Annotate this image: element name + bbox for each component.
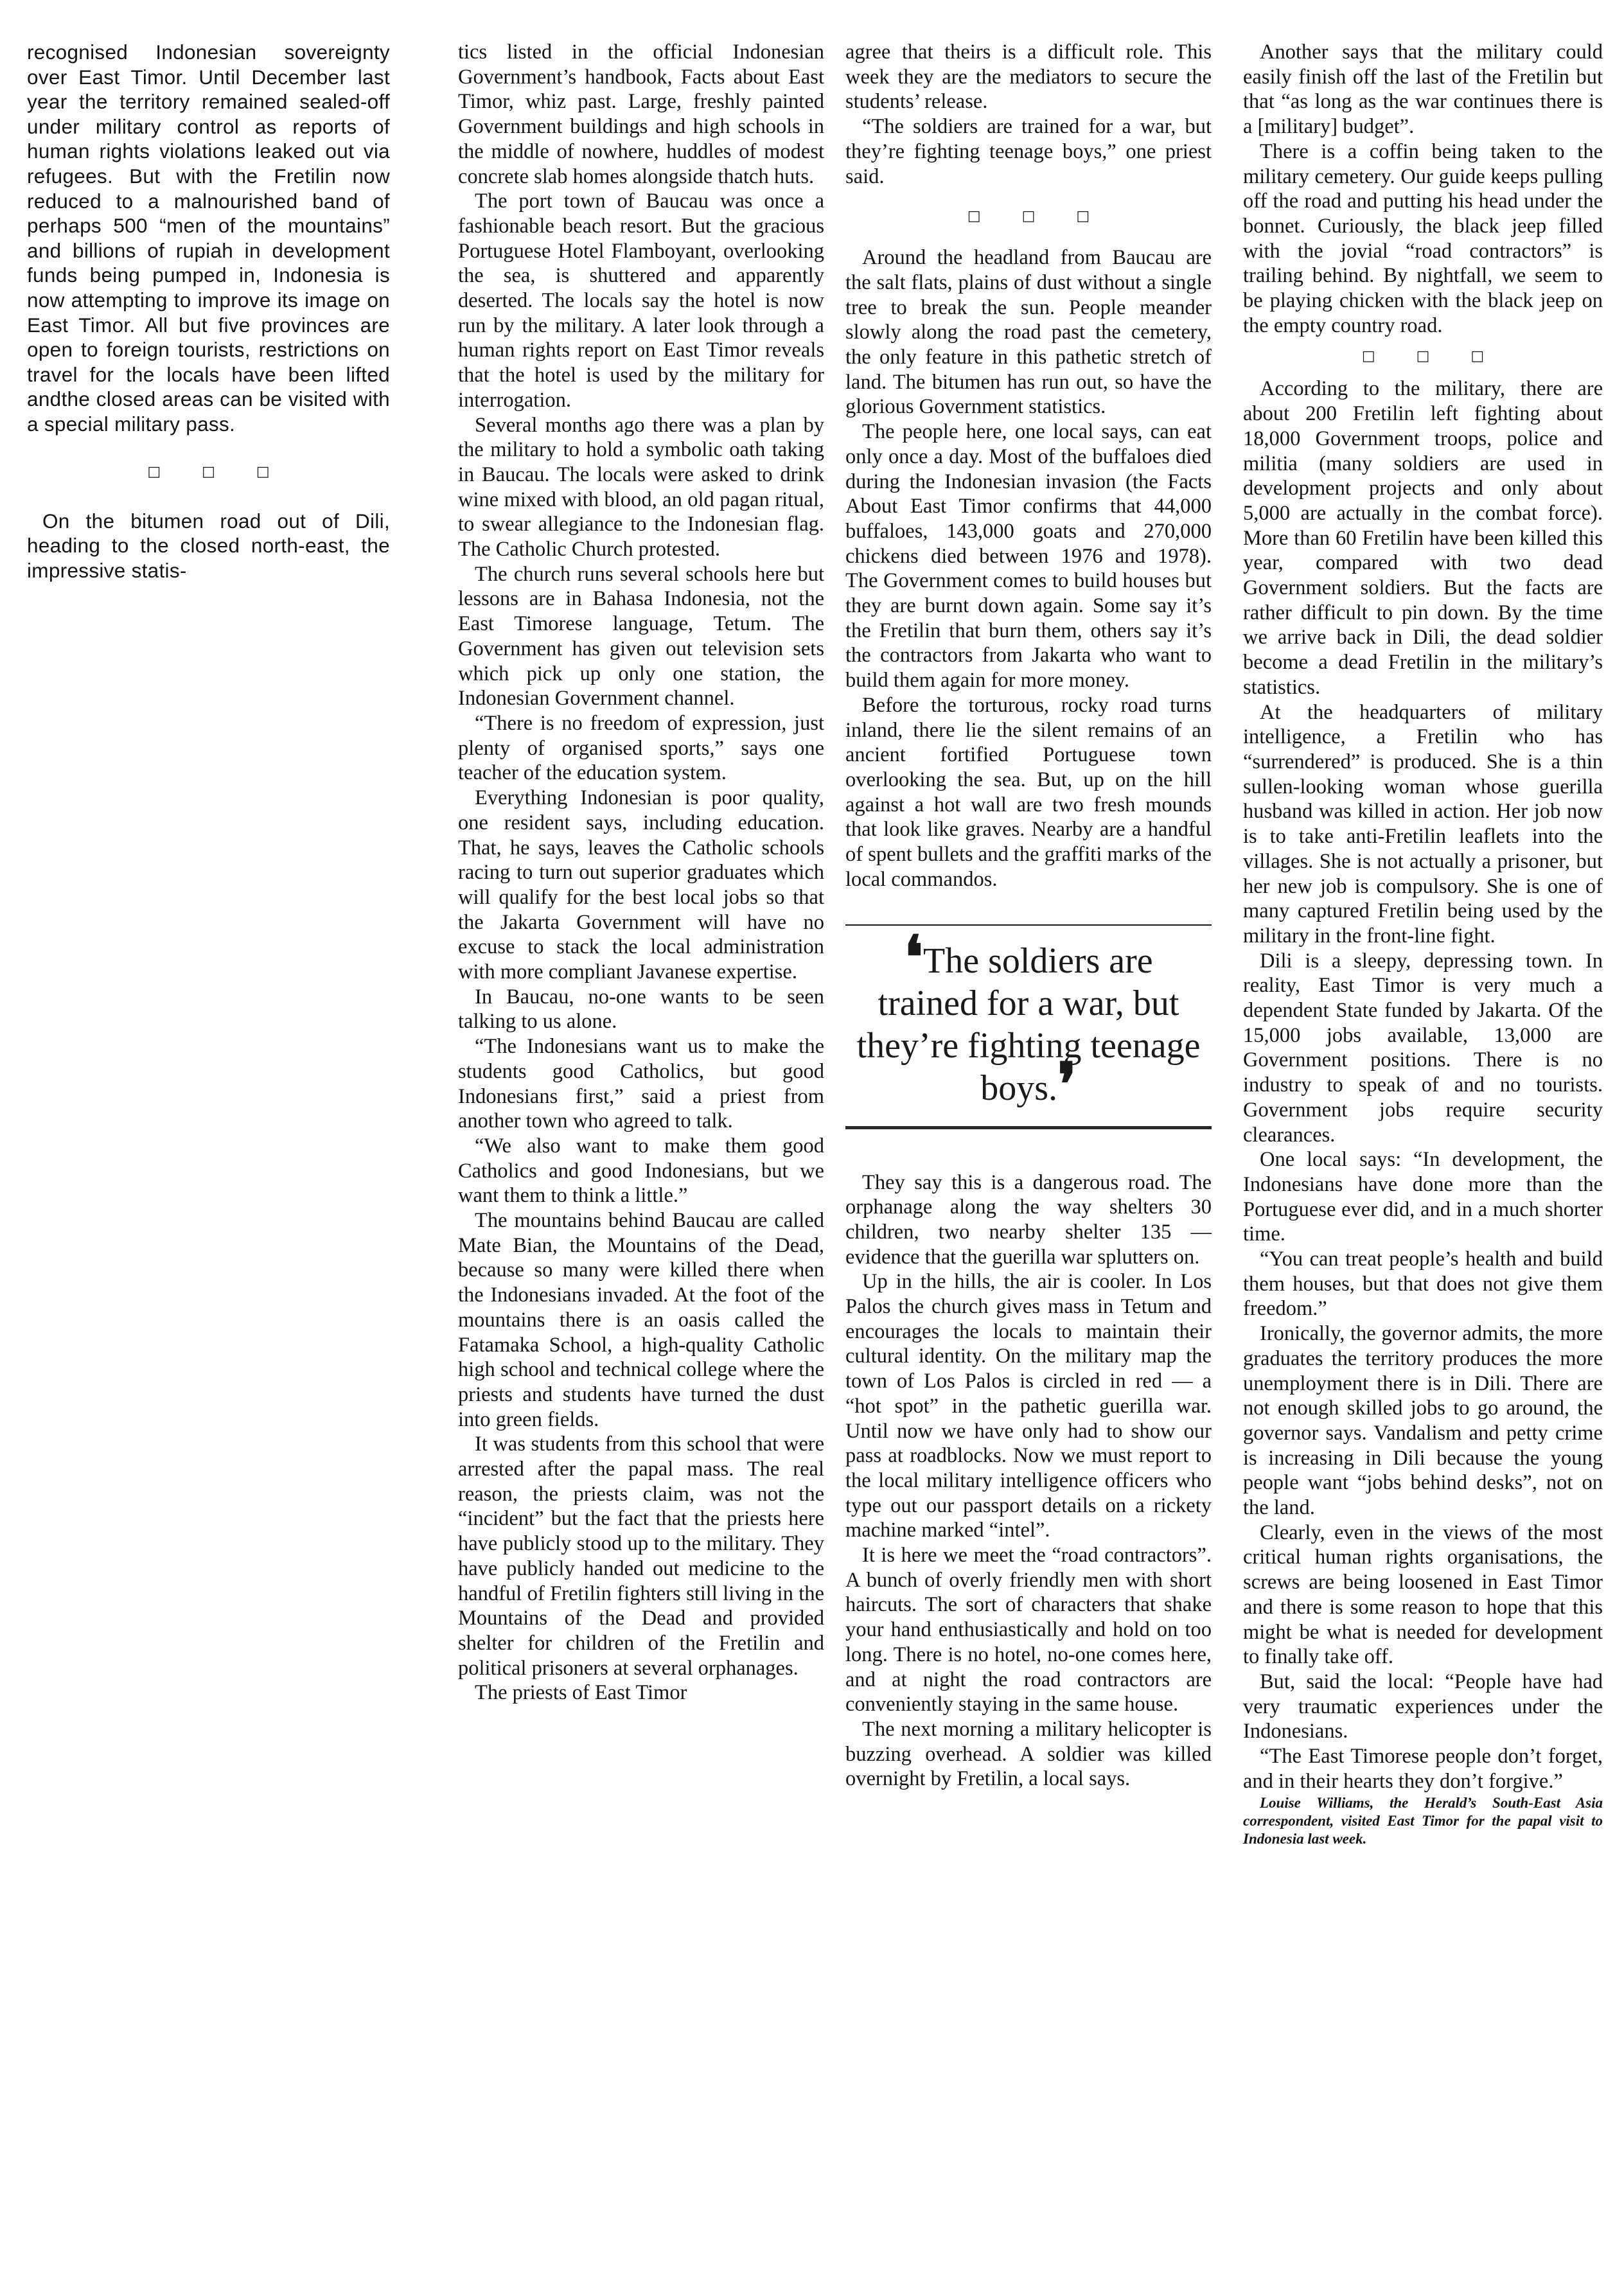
article-column-2 — [458, 40, 824, 1706]
paragraph: At the headquarters of military intelligence, a Fretilin who has “surrendered” is produced. She is a thin sullen-looking woman whose guerilla husband was killed in action. Her job now is to take anti-Fretilin leaflets into the villages. She is not actually a prisoner, but her new job is compulsory. She is one of many captured Fretilin being used by the military in the front-line fight. — [1243, 700, 1603, 948]
open-quote-mark: ❛ — [904, 924, 923, 991]
paragraph: Up in the hills, the air is cooler. In Los Palos the church gives mass in Tetum and encourages the locals to maintain their cultural identity. On the military map the town of Los Palos is circled in red — a “hot spot” in the pathetic guerilla war. Until now we have only had to show our pass at roadblocks. Now we must report to the local military intelligence officers who type out our passport details on a rickety machine marked “intel”. — [845, 1270, 1212, 1542]
paragraph: It was students from this school that were arrested after the papal mass. The real reason, the priests claim, was not the “incident” but the fact that the priests here have publicly stood up to the military. They have publicly handed out medicine to the handful of Fretilin fighters still living in the Mountains of the Dead and provided shelter for children of the Fretilin and political prisoners at several orphanages. — [458, 1432, 824, 1680]
paragraph: “There is no freedom of expression, just plenty of organised sports,” says one teacher of the education system. — [458, 711, 824, 785]
paragraph: On the bitumen road out of Dili, heading to the closed north-east, the impressive statis- — [27, 509, 390, 582]
paragraph: Another says that the military could easily finish off the last of the Fretilin but that “as long as the war continues there is a [military] budget”. — [1243, 40, 1603, 139]
paragraph: Several months ago there was a plan by the military to hold a symbolic oath taking in Baucau. The locals were asked to drink wine mixed with blood, an old pagan ritual, to swear allegiance to the Indonesian flag. The Catholic Church protested. — [458, 413, 824, 561]
paragraph: The church runs several schools here but lessons are in Bahasa Indonesia, not the East Timorese language, Tetum. The Government has given out television sets which pick up only one station, the Indonesian Government channel. — [458, 562, 824, 710]
paragraph: The people here, one local says, can eat only once a day. Most of the buffaloes died during the Indonesian invasion (the Facts About East Timor confirms that 44,000 buffaloes, 143,000 goats and 270,000 chickens died between 1976 and 1978). The Government comes to build houses but they are burnt down again. Some say it’s the Fretilin that burn them, others say it’s the contractors from Jakarta who want to build them again for more money. — [845, 420, 1212, 692]
paragraph: “You can treat people’s health and build them houses, but that does not give them freedom.” — [1243, 1247, 1603, 1321]
paragraph: There is a coffin being taken to the military cemetery. Our guide keeps pulling off the road and putting his head under the bonnet. Curiously, the black jeep filled with the jovial “road contractors” is trailing behind. By nightfall, we seem to be playing chicken with the black jeep on the empty country road. — [1243, 139, 1603, 337]
section-break-ornament: □□□ — [1361, 348, 1526, 365]
paragraph: Before the torturous, rocky road turns inland, there lie the silent remains of an ancient fortified Portuguese town overlooking the sea. But, up on the hill against a hot wall are two fresh mounds that look like graves. Nearby are a handful of spent bullets and the graffiti marks of the local commandos. — [845, 693, 1212, 891]
paragraph: The mountains behind Baucau are called Mate Bian, the Mountains of the Dead, because so many were killed there when the Indonesians invaded. At the foot of the mountains there is an oasis called the Fatamaka School, a high-quality Catholic high school and technical college where the priests and students have turned the dust into green fields. — [458, 1209, 824, 1431]
paragraph: One local says: “In development, the Indonesians have done more than the Portuguese ever did, and in a much shorter time. — [1243, 1148, 1603, 1246]
paragraph: But, said the local: “People have had very traumatic experiences under the Indonesians. — [1243, 1670, 1603, 1743]
paragraph: “The soldiers are trained for a war, but they’re fighting teenage boys,” one priest said. — [845, 115, 1212, 188]
paragraph: Everything Indonesian is poor quality, one resident says, including education. That, he says, leaves the Catholic schools racing to turn out superior graduates which will qualify for the best local jobs so that the Jakarta Government will have no excuse to stack the local administration with more compliant Javanese expertise. — [458, 786, 824, 984]
paragraph: The next morning a military helicopter is buzzing overhead. A soldier was killed overnight by Fretilin, a local says. — [845, 1717, 1212, 1791]
pull-quote — [845, 924, 1212, 1129]
close-quote-mark: ❜ — [1057, 1052, 1077, 1118]
paragraph: Ironically, the governor admits, the more graduates the territory produces the more unemployment there is in Dili. There are not enough skilled jobs to go around, the governor says. Vandalism and petty crime is increasing in Dili because the young people want “jobs behind desks”, not on the land. — [1243, 1322, 1603, 1520]
paragraph: They say this is a dangerous road. The orphanage along the way shelters 30 children, two nearby shelter 135 — evidence that the guerilla war splutters on. — [845, 1170, 1212, 1269]
author-credit: Louise Williams, the Herald’s South-East Asia correspondent, visited East Timor for the papal visit to Indonesia last week. — [1243, 1794, 1603, 1847]
paragraph: The priests of East Timor — [475, 1681, 687, 1705]
section-break-ornament: □□□ — [967, 208, 1131, 225]
paragraph: “We also want to make them good Catholics and good Indonesians, but we want them to think a little.” — [458, 1134, 824, 1208]
paragraph: recognised Indonesian sovereignty over East Timor. Until December last year the territory remained sealed-off under military control as reports of human rights violations leaked out via refugees. But with the Fretilin now reduced to a malnourished band of perhaps 500 “men of the mountains” and billions of rupiah in development funds being pumped in, Indonesia is now attempting to improve its image on East Timor. All but five provinces are open to foreign tourists, restrictions on travel for the locals have been lifted andthe closed areas can be visited with a special military pass. — [27, 40, 390, 436]
paragraph: Clearly, even in the views of the most critical human rights organisations, the screws are being loosened in East Timor and there is some reason to hope that this might be what is needed for development to finally take off. — [1243, 1520, 1603, 1669]
paragraph: “The East Timorese people don’t forget, and in their hearts they don’t forgive.” — [1243, 1745, 1603, 1793]
paragraph: Dili is a sleepy, depressing town. In reality, East Timor is very much a dependent State funded by Jakarta. Of the 15,000 jobs available, 13,000 are Government positions. There is no industry to speak of and no tourists. Government jobs require security clearances. — [1243, 949, 1603, 1147]
paragraph: The port town of Baucau was once a fashionable beach resort. But the gracious Portuguese Hotel Flamboyant, overlooking the sea, is shuttered and apparently deserted. The locals say the hotel is now run by the military. A later look through a human rights report on East Timor reveals that the hotel is used by the military for interrogation. — [458, 190, 824, 412]
paragraph: In Baucau, no-one wants to be seen talking to us alone. — [458, 985, 824, 1034]
paragraph: According to the military, there are about 200 Fretilin left fighting about 18,000 Government troops, police and militia (many soldiers are used in development projects and only about 5,000 are actually in the combat force). More than 60 Fretilin have been killed this year, compared with two dead Government soldiers. But the facts are rather difficult to pin down. By the time we arrive back in Dili, the dead soldier become a dead Fretilin in the military’s statistics. — [1243, 377, 1603, 699]
pull-quote-text: The soldiers are trained for a war, but they’re fighting teenage boys. — [856, 940, 1201, 1108]
article-column-3 — [845, 40, 1212, 1792]
article-column-1 — [27, 40, 390, 583]
paragraph: tics listed in the official Indonesian Government’s handbook, Facts about East Timor, whiz past. Large, freshly painted Government buildings and high schools in the middle of nowhere, huddles of modest concrete slab homes alongside thatch huts. — [458, 40, 824, 188]
paragraph: Around the headland from Baucau are the salt flats, plains of dust without a single tree to break the sun. People meander slowly along the road past the cemetery, the only feature in this pathetic stretch of land. The bitumen has run out, so have the glorious Government statistics. — [845, 246, 1212, 419]
paragraph: agree that theirs is a difficult role. This week they are the mediators to secure the students’ release. — [845, 40, 1212, 114]
section-break-ornament: □□□ — [147, 463, 311, 480]
article-column-4 — [1243, 40, 1603, 1848]
paragraph: It is here we meet the “road contractors”. A bunch of overly friendly men with short haircuts. The sort of characters that shake your hand enthusiastically and hold on too long. There is no hotel, no-one comes here, and at night the road contractors are conveniently staying in the same house. — [845, 1544, 1212, 1716]
paragraph: “The Indonesians want us to make the students good Catholics, but good Indonesians first,” said a priest from another town who agreed to talk. — [458, 1035, 824, 1133]
